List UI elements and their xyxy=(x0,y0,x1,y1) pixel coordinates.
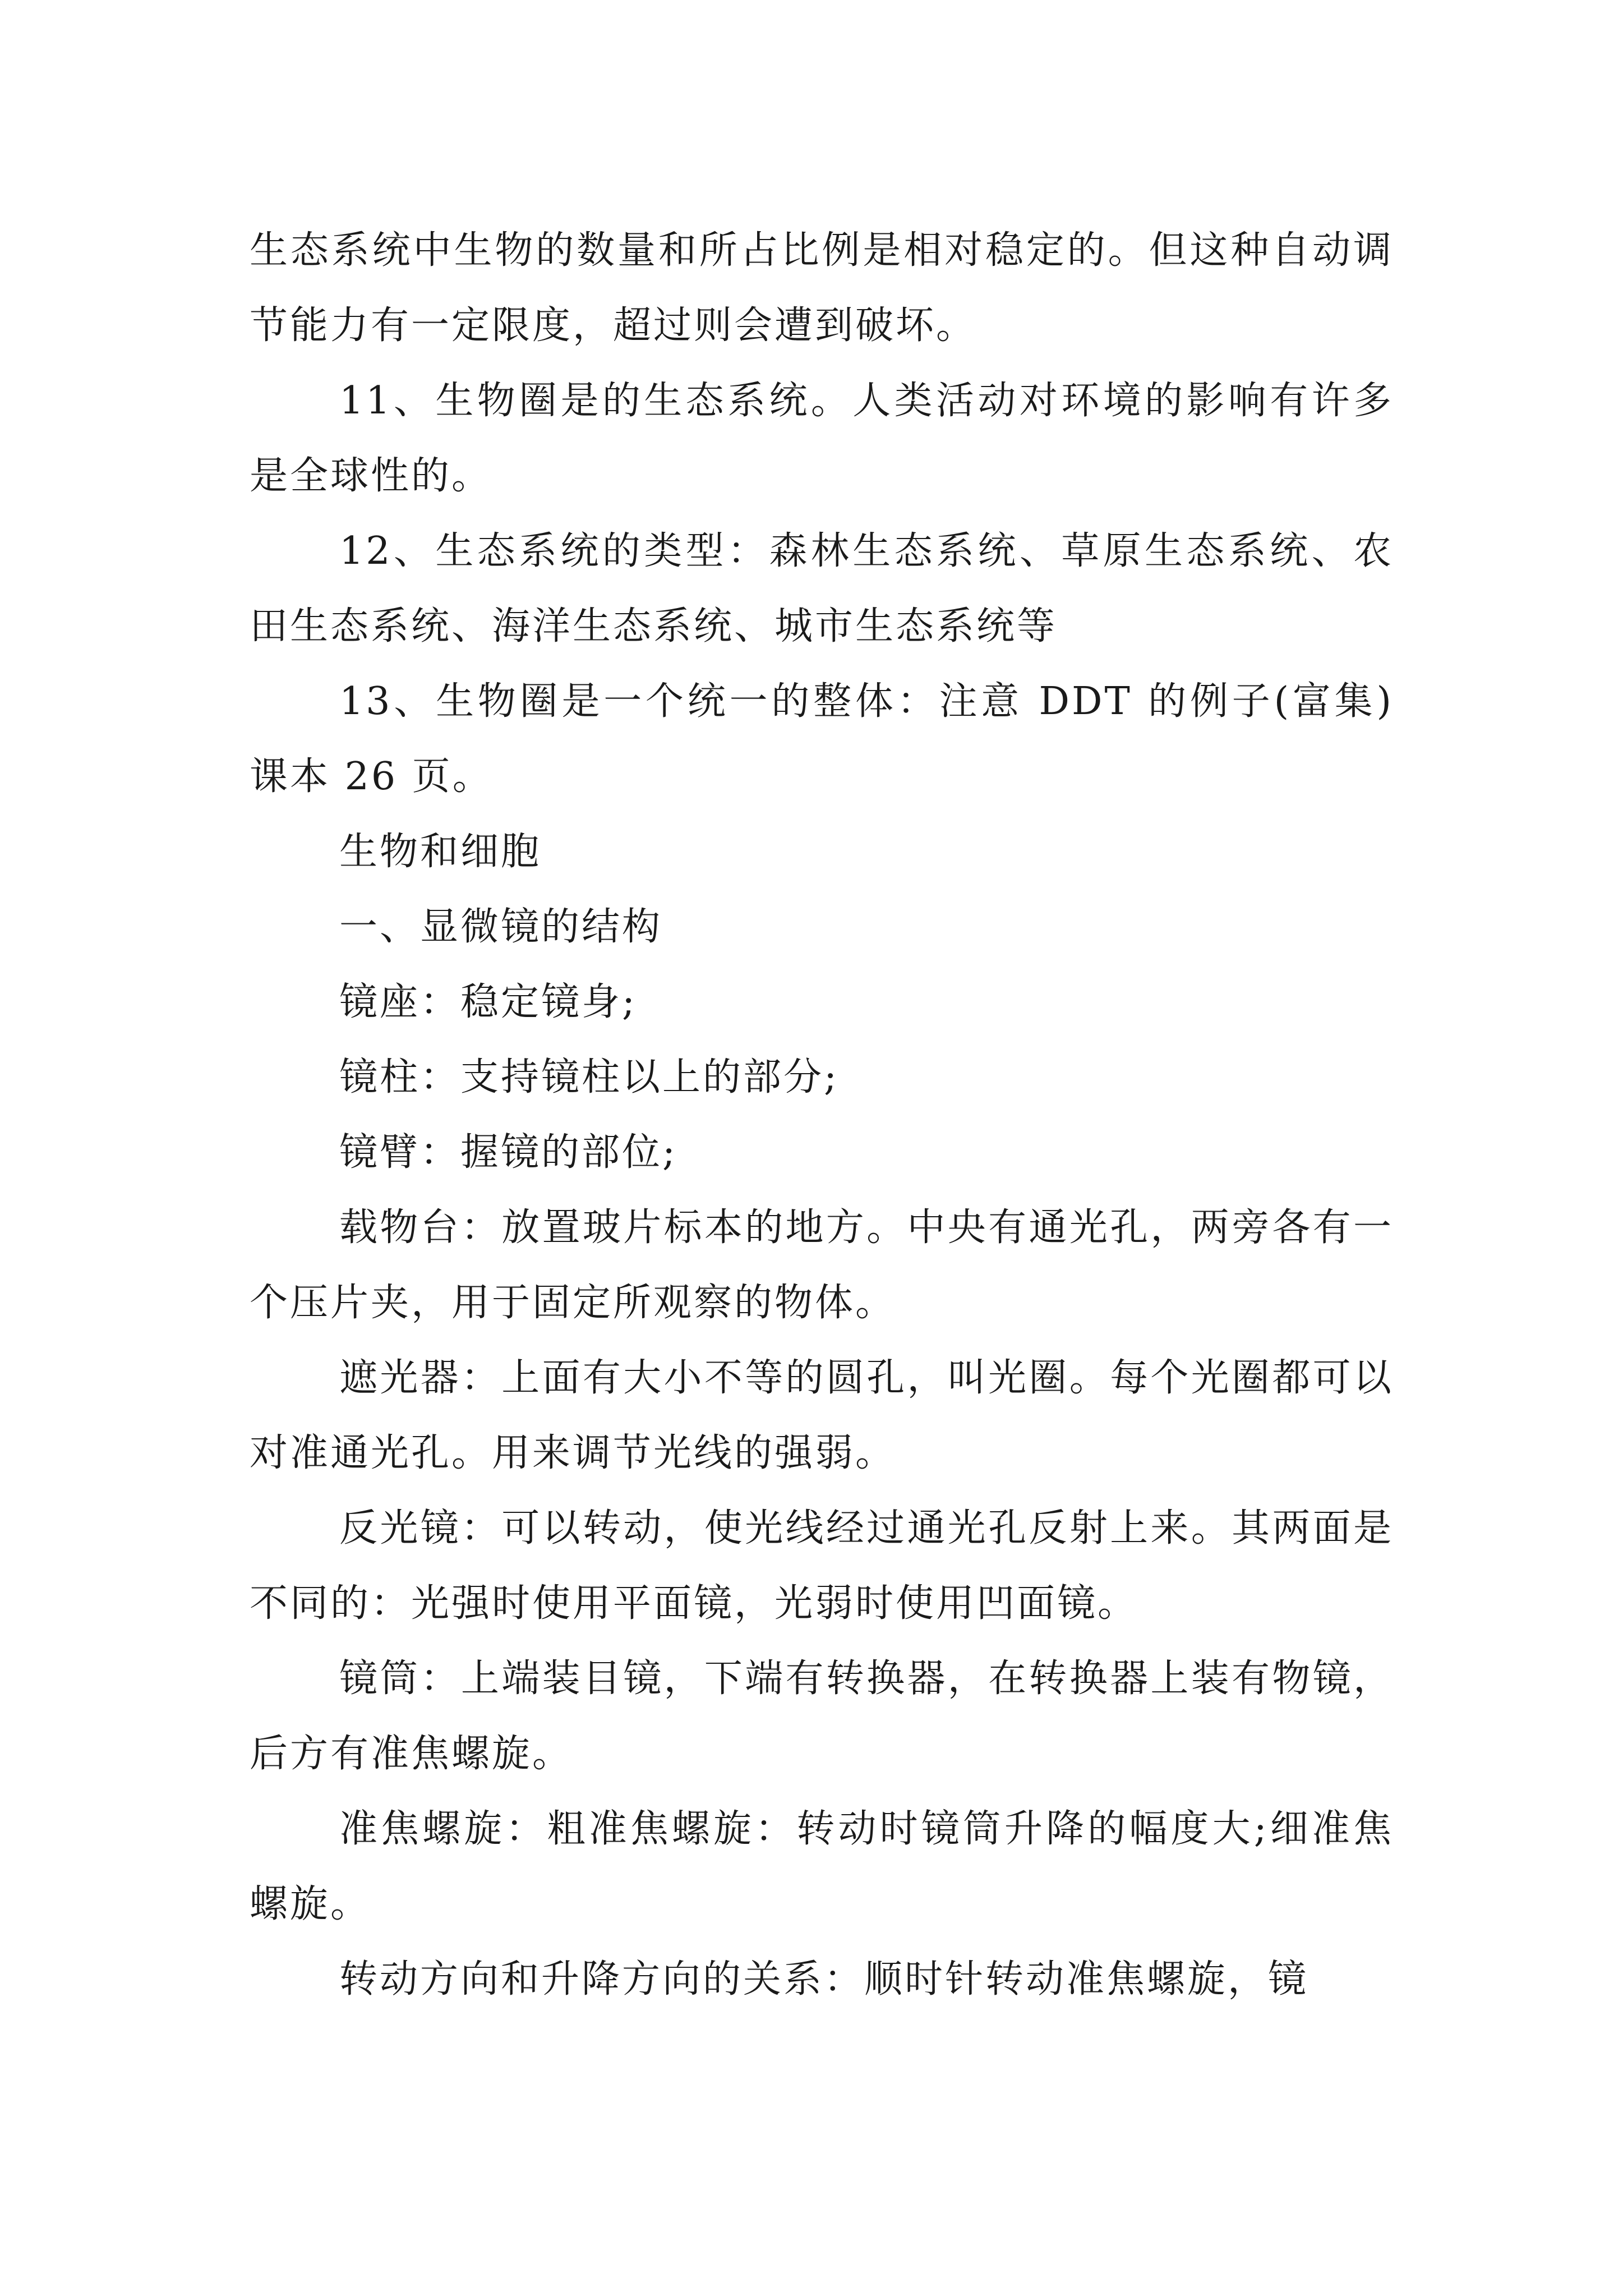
paragraph-item-12: 12、生态系统的类型：森林生态系统、草原生态系统、农田生态系统、海洋生态系统、城市生态系统等 xyxy=(250,529,1394,648)
subsection-heading: 一、显微镜的结构 xyxy=(339,905,663,949)
paragraph-item-13: 13、生物圈是一个统一的整体：注意 DDT 的例子(富集)课本 26 页。 xyxy=(250,679,1394,799)
paragraph-pillar: 镜柱：支持镜柱以上的部分; xyxy=(339,1055,839,1099)
paragraph-item-11: 11、生物圈是的生态系统。人类活动对环境的影响有许多是全球性的。 xyxy=(250,379,1394,498)
document-body xyxy=(250,213,1394,2017)
paragraph-tube: 镜筒：上端装目镜，下端有转换器，在转换器上装有物镜，后方有准焦螺旋。 xyxy=(250,1657,1394,1776)
paragraph-reflector: 反光镜：可以转动，使光线经过通光孔反射上来。其两面是不同的：光强时使用平面镜，光弱时使用凹面镜。 xyxy=(250,1506,1394,1626)
section-heading: 生物和细胞 xyxy=(339,830,542,874)
paragraph-stage: 载物台：放置玻片标本的地方。中央有通光孔，两旁各有一个压片夹，用于固定所观察的物体。 xyxy=(250,1205,1394,1325)
paragraph-arm: 镜臂：握镜的部位; xyxy=(339,1130,677,1175)
paragraph-focus-knob: 准焦螺旋：粗准焦螺旋：转动时镜筒升降的幅度大;细准焦螺旋。 xyxy=(250,1807,1394,1926)
paragraph-continuation: 生态系统中生物的数量和所占比例是相对稳定的。但这种自动调节能力有一定限度，超过则会遭到破坏。 xyxy=(250,228,1394,348)
paragraph-mirror-base: 镜座：稳定镜身; xyxy=(339,980,637,1024)
paragraph-rotation: 转动方向和升降方向的关系：顺时针转动准焦螺旋，镜 xyxy=(339,1957,1309,2001)
paragraph-diaphragm: 遮光器：上面有大小不等的圆孔，叫光圈。每个光圈都可以对准通光孔。用来调节光线的强弱。 xyxy=(250,1356,1394,1475)
